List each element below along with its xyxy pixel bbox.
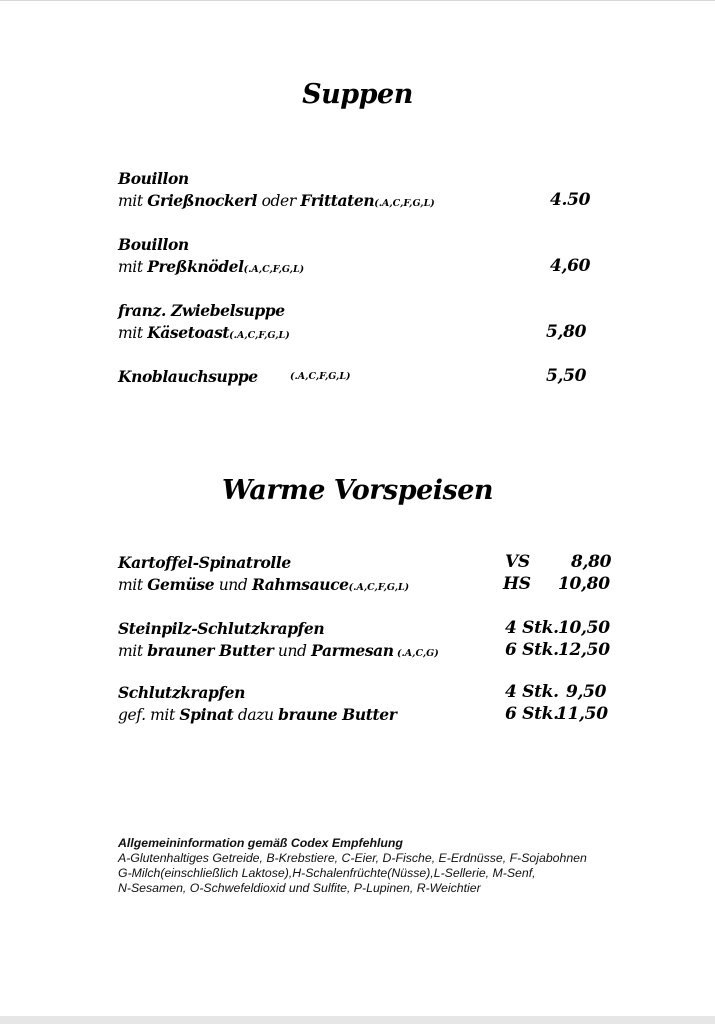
allergen-codes: (.A,C,F,G,L) xyxy=(243,264,305,275)
dish-schlutzkrapfen-size-2: 6 Stk. xyxy=(505,704,559,724)
section-heading-warme-vorspeisen: Warme Vorspeisen xyxy=(221,475,494,506)
dish-bouillon-1-price: 4.50 xyxy=(550,190,591,210)
dish-spinatrolle-description: mit Gemüse und Rahmsauce(.A,C,F,G,L) xyxy=(118,575,410,594)
dish-zwiebelsuppe-price: 5,80 xyxy=(546,322,587,342)
dish-steinpilz-description: mit brauner Butter und Parmesan (.A,C,G) xyxy=(118,641,439,660)
allergen-codes: (.A,C,F,G,L) xyxy=(374,198,435,209)
dish-bouillon-1-description: mit Grießnockerl oder Frittaten(.A,C,F,G,L) xyxy=(118,191,435,210)
dish-steinpilz-size-2: 6 Stk. xyxy=(505,640,559,660)
dish-knoblauchsuppe-allergens: (.A,C,F,G,L) xyxy=(290,371,351,382)
dish-schlutzkrapfen-size-1: 4 Stk. xyxy=(505,682,559,702)
dish-bouillon-2-description: mit Preßknödel(.A,C,F,G,L) xyxy=(118,257,305,276)
allergen-codes: (.A,C,F,G,L) xyxy=(229,330,290,341)
allergen-codes: (.A,C,G) xyxy=(393,648,439,659)
dish-schlutzkrapfen-name: Schlutzkrapfen xyxy=(118,683,246,702)
dish-spinatrolle-size-1: VS xyxy=(505,552,530,572)
viewer-bottom-bar xyxy=(0,1016,715,1024)
dish-schlutzkrapfen-price-2: 11,50 xyxy=(556,704,608,724)
dish-bouillon-1-name: Bouillon xyxy=(118,169,189,188)
allergen-info-line: G-Milch(einschließlich Laktose),H-Schalenfrüchte(Nüsse),L-Sellerie, M-Senf, xyxy=(118,866,536,880)
dish-steinpilz-price-2: 12,50 xyxy=(558,640,610,660)
dish-spinatrolle-price-1: 8,80 xyxy=(571,552,612,572)
dish-knoblauchsuppe-name: Knoblauchsuppe xyxy=(118,367,258,386)
section-heading-suppen: Suppen xyxy=(302,79,413,110)
dish-steinpilz-size-1: 4 Stk. xyxy=(505,618,559,638)
allergen-info-line: N-Sesamen, O-Schwefeldioxid und Sulfite, P-Lupinen, R-Weichtier xyxy=(118,881,481,895)
allergen-info-line: A-Glutenhaltiges Getreide, B-Krebstiere, C-Eier, D-Fische, E-Erdnüsse, F-Sojabohnen xyxy=(118,851,587,865)
dish-knoblauchsuppe-price: 5,50 xyxy=(546,366,587,386)
dish-bouillon-2-price: 4,60 xyxy=(550,256,591,276)
allergen-information xyxy=(118,836,587,896)
dish-bouillon-2-name: Bouillon xyxy=(118,235,189,254)
dish-zwiebelsuppe-description: mit Käsetoast(.A,C,F,G,L) xyxy=(118,323,290,342)
dish-steinpilz-name: Steinpilz-Schlutzkrapfen xyxy=(118,619,325,638)
allergen-codes: (.A,C,F,G,L) xyxy=(348,582,410,593)
dish-schlutzkrapfen-description: gef. mit Spinat dazu braune Butter xyxy=(118,705,397,724)
dish-schlutzkrapfen-price-1: 9,50 xyxy=(566,682,607,702)
dish-zwiebelsuppe-name: franz. Zwiebelsuppe xyxy=(118,301,285,320)
dish-spinatrolle-price-2: 10,80 xyxy=(558,574,610,594)
dish-spinatrolle-name: Kartoffel-Spinatrolle xyxy=(118,553,291,572)
allergen-info-title: Allgemeininformation gemäß Codex Empfehlung xyxy=(118,836,403,850)
dish-steinpilz-price-1: 10,50 xyxy=(558,618,610,638)
dish-spinatrolle-size-2: HS xyxy=(503,574,531,594)
